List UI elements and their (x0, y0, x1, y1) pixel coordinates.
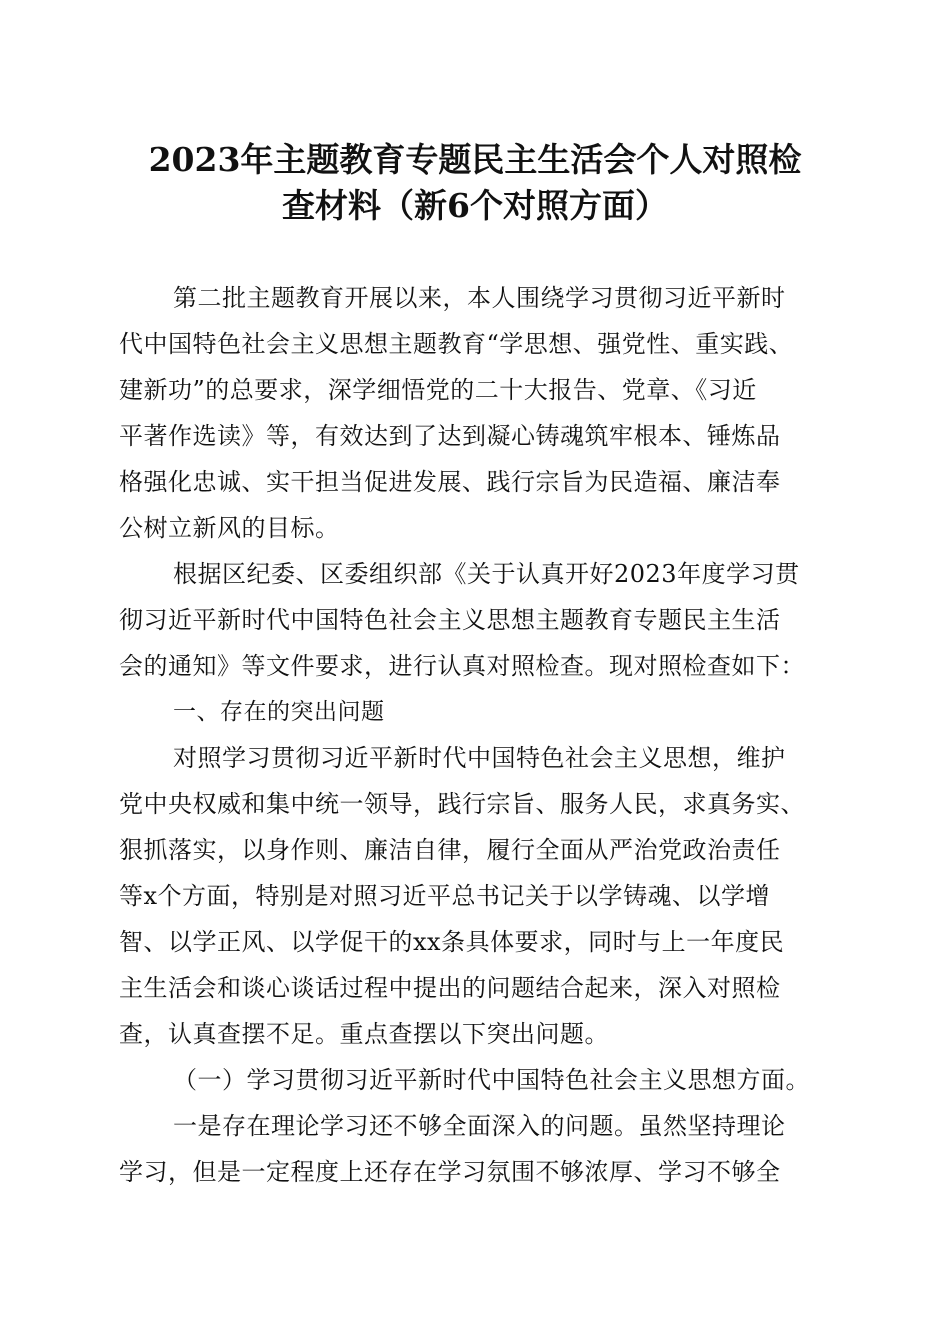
paragraph-line: 一是存在理论学习还不够全面深入的问题。虽然坚持理论 (173, 1112, 786, 1140)
paragraph-line: 会的通知》等文件要求，进行认真对照检查。现对照检查如下： (119, 652, 805, 680)
paragraph-line: 主生活会和谈心谈话过程中提出的问题结合起来，深入对照检 (119, 974, 781, 1002)
paragraph-line: 公树立新风的目标。 (119, 514, 340, 542)
paragraph-line: 等x个方面，特别是对照习近平总书记关于以学铸魂、以学增 (119, 882, 771, 910)
paragraph-line: 查，认真查摆不足。重点查摆以下突出问题。 (119, 1020, 609, 1048)
document-body (119, 275, 831, 1195)
title-line-2: 查材料（新6个对照方面） (282, 186, 668, 225)
paragraph-line: 平著作选读》等，有效达到了达到凝心铸魂筑牢根本、锤炼品 (119, 422, 781, 450)
title-line-1: 2023年主题教育专题民主生活会个人对照检 (148, 140, 802, 179)
paragraph-line: 第二批主题教育开展以来，本人围绕学习贯彻习近平新时 (173, 284, 786, 312)
paragraph-line: 狠抓落实，以身作则、廉洁自律，履行全面从严治党政治责任 (119, 836, 781, 864)
paragraph-line: 彻习近平新时代中国特色社会主义思想主题教育专题民主生活 (119, 606, 781, 634)
document-title (100, 137, 850, 229)
subsection-heading: （一）学习贯彻习近平新时代中国特色社会主义思想方面。 (173, 1066, 810, 1094)
paragraph-line: 建新功”的总要求，深学细悟党的二十大报告、党章、《习近 (119, 376, 757, 404)
paragraph-line: 党中央权威和集中统一领导，践行宗旨、服务人民，求真务实、 (119, 790, 805, 818)
paragraph-line: 格强化忠诚、实干担当促进发展、践行宗旨为民造福、廉洁奉 (119, 468, 781, 496)
section-heading: 一、存在的突出问题 (173, 699, 385, 725)
paragraph-line: 代中国特色社会主义思想主题教育“学思想、强党性、重实践、 (119, 330, 794, 358)
paragraph-line: 学习，但是一定程度上还存在学习氛围不够浓厚、学习不够全 (119, 1158, 781, 1186)
paragraph-line: 根据区纪委、区委组织部《关于认真开好2023年度学习贯 (173, 560, 800, 588)
paragraph-line: 智、以学正风、以学促干的xx条具体要求，同时与上一年度民 (119, 928, 785, 956)
paragraph-line: 对照学习贯彻习近平新时代中国特色社会主义思想，维护 (173, 744, 786, 772)
